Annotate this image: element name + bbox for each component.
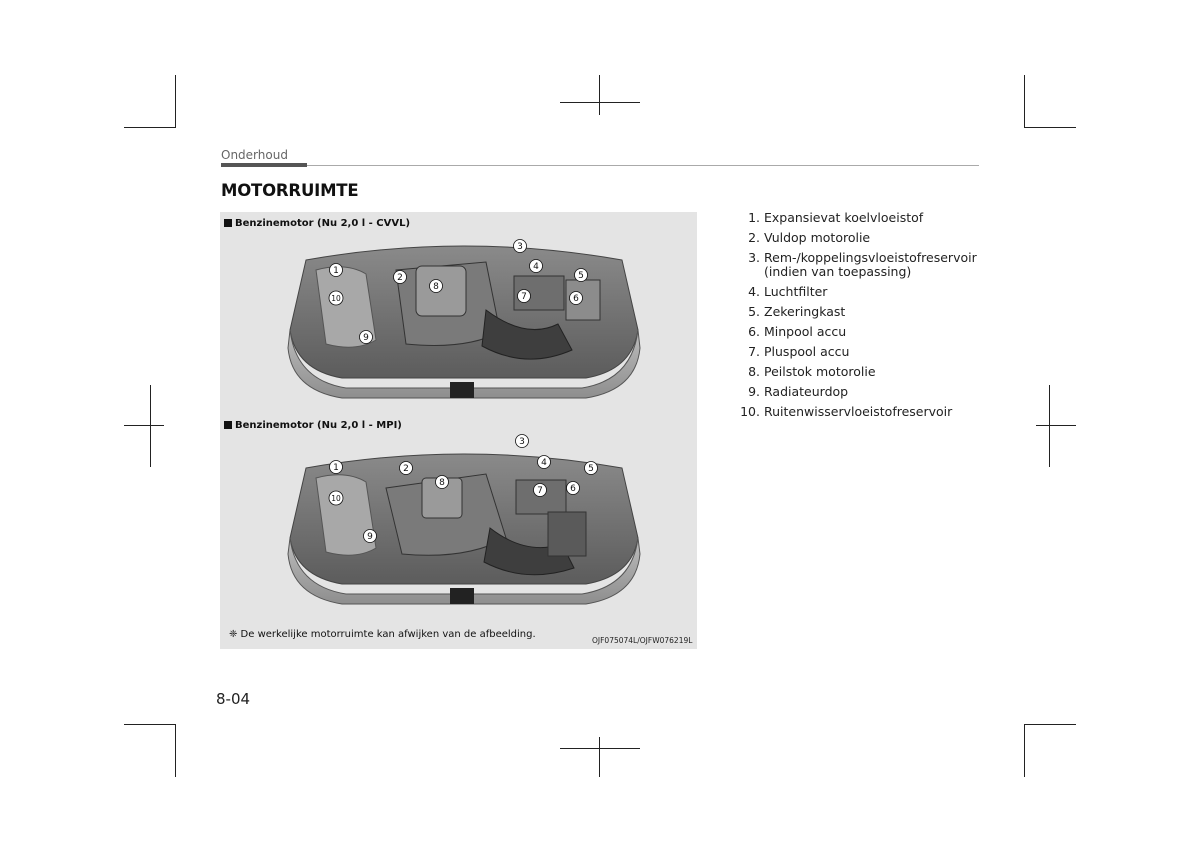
crop-mark-bl-h <box>124 724 176 725</box>
figure-footnote: ❈ De werkelijke motorruimte kan afwijken van de afbeelding. <box>229 629 536 640</box>
svg-text:3: 3 <box>519 437 525 447</box>
svg-text:9: 9 <box>367 532 373 542</box>
svg-text:10: 10 <box>331 494 341 503</box>
page-number: 8-04 <box>216 690 251 708</box>
svg-text:4: 4 <box>533 262 539 272</box>
section-underline <box>221 163 307 167</box>
crop-mark-right-mid-h <box>1036 425 1076 426</box>
crop-mark-tr-h <box>1024 127 1076 128</box>
crop-mark-br-v <box>1024 724 1025 777</box>
list-item: 6. Minpool accu <box>748 324 847 339</box>
crop-mark-left-mid-v <box>150 385 151 467</box>
svg-text:1: 1 <box>333 463 339 473</box>
list-item: 2. Vuldop motorolie <box>748 230 871 245</box>
svg-text:3: 3 <box>517 242 523 252</box>
section-label: Onderhoud <box>221 148 288 162</box>
crop-mark-tl-v <box>175 75 176 127</box>
svg-text:7: 7 <box>537 486 543 496</box>
crop-mark-tr-v <box>1024 75 1025 127</box>
crop-mark-right-mid-v <box>1049 385 1050 467</box>
section-rule <box>307 165 979 166</box>
crop-mark-left-mid-h <box>124 425 164 426</box>
list-item: 3. Rem-/koppelingsvloeistofreservoir (indien van toepassing) <box>748 250 977 279</box>
engine-caption-1: Benzinemotor (Nu 2,0 l - CVVL) <box>224 218 410 229</box>
svg-text:9: 9 <box>363 333 369 343</box>
crop-mark-bottom-center-v <box>599 737 600 777</box>
crop-mark-top-center-v <box>599 75 600 115</box>
crop-mark-bottom-center-h <box>560 748 640 749</box>
engine-caption-2: Benzinemotor (Nu 2,0 l - MPI) <box>224 420 402 431</box>
list-item: 4. Luchtfilter <box>748 284 828 299</box>
square-bullet-icon <box>224 219 232 227</box>
parts-list <box>738 211 998 425</box>
svg-text:2: 2 <box>397 273 403 283</box>
svg-text:2: 2 <box>403 464 409 474</box>
svg-text:7: 7 <box>521 292 527 302</box>
svg-text:1: 1 <box>333 266 339 276</box>
list-item: 5. Zekeringkast <box>748 304 846 319</box>
svg-text:5: 5 <box>578 271 584 281</box>
svg-text:8: 8 <box>433 282 439 292</box>
list-item: 10. Ruitenwisservloeistofreservoir <box>740 404 953 419</box>
crop-mark-bl-v <box>175 724 176 777</box>
crop-mark-top-center-h <box>560 102 640 103</box>
list-item: 7. Pluspool accu <box>748 344 850 359</box>
svg-text:4: 4 <box>541 458 547 468</box>
square-bullet-icon <box>224 421 232 429</box>
list-item: 9. Radiateurdop <box>748 384 849 399</box>
figure-code: OJF075074L/OJFW076219L <box>592 636 693 645</box>
page-title: MOTORRUIMTE <box>221 181 359 200</box>
engine-bay-illustration-mpi <box>286 437 642 612</box>
engine-bay-illustration-cvvl <box>286 240 642 408</box>
list-item: 1. Expansievat koelvloeistof <box>748 210 924 225</box>
svg-text:5: 5 <box>588 464 594 474</box>
svg-text:6: 6 <box>570 484 576 494</box>
crop-mark-br-h <box>1024 724 1076 725</box>
svg-text:6: 6 <box>573 294 579 304</box>
crop-mark-tl-h <box>124 127 176 128</box>
svg-text:8: 8 <box>439 478 445 488</box>
list-item: 8. Peilstok motorolie <box>748 364 876 379</box>
figure-panel <box>220 212 697 649</box>
svg-text:10: 10 <box>331 294 341 303</box>
